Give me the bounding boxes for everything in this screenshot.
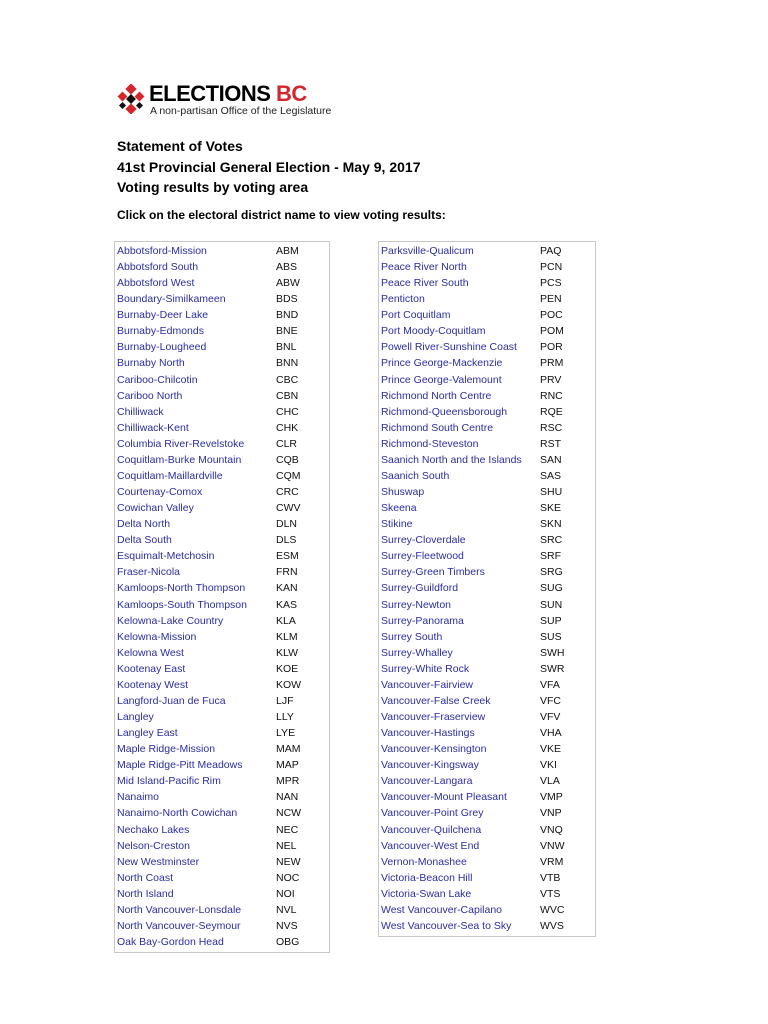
district-row bbox=[379, 902, 595, 918]
district-link[interactable]: Cowichan Valley bbox=[117, 502, 194, 515]
district-link[interactable]: Richmond North Centre bbox=[381, 389, 492, 402]
district-code: SKN bbox=[540, 518, 562, 531]
district-row bbox=[115, 854, 329, 870]
district-link[interactable]: Port Coquitlam bbox=[381, 309, 451, 322]
district-code: SRF bbox=[540, 550, 561, 563]
district-code: ABW bbox=[276, 277, 300, 290]
district-link[interactable]: Burnaby-Lougheed bbox=[117, 341, 207, 354]
district-link[interactable]: Nelson-Creston bbox=[117, 839, 190, 852]
district-code: WVS bbox=[540, 919, 564, 932]
page-title bbox=[117, 136, 420, 198]
district-code: VMP bbox=[540, 791, 563, 804]
district-code: PCS bbox=[540, 277, 562, 290]
district-row bbox=[379, 243, 595, 259]
district-link[interactable]: Chilliwack-Kent bbox=[117, 421, 189, 434]
district-code: NOC bbox=[276, 871, 300, 884]
district-link[interactable]: Vancouver-Kensington bbox=[381, 743, 487, 756]
district-code: CQB bbox=[276, 453, 299, 466]
district-row bbox=[379, 822, 595, 838]
district-link[interactable]: Penticton bbox=[381, 293, 425, 306]
district-link[interactable]: Richmond-Steveston bbox=[381, 437, 479, 450]
district-row bbox=[115, 468, 329, 484]
district-code: VKI bbox=[540, 759, 557, 772]
district-code: BND bbox=[276, 309, 299, 322]
district-row bbox=[379, 259, 595, 275]
district-code: VTS bbox=[540, 887, 561, 900]
district-code: KLW bbox=[276, 646, 298, 659]
district-link[interactable]: Skeena bbox=[381, 502, 417, 515]
district-link[interactable]: Kamloops-North Thompson bbox=[117, 582, 246, 595]
district-link[interactable]: Vancouver-Kingsway bbox=[381, 759, 479, 772]
district-link[interactable]: Surrey-Fleetwood bbox=[381, 550, 464, 563]
district-row bbox=[115, 709, 329, 725]
district-code: KOW bbox=[276, 678, 302, 691]
district-link[interactable]: Maple Ridge-Pitt Meadows bbox=[117, 759, 243, 772]
district-row bbox=[379, 468, 595, 484]
district-row bbox=[115, 773, 329, 789]
district-row bbox=[115, 693, 329, 709]
district-code: VFC bbox=[540, 694, 561, 707]
district-row bbox=[115, 532, 329, 548]
district-link[interactable]: Burnaby-Edmonds bbox=[117, 325, 204, 338]
logo-wordmark bbox=[149, 82, 307, 106]
district-code: ESM bbox=[276, 550, 299, 563]
district-row bbox=[115, 355, 329, 371]
district-link[interactable]: Kootenay West bbox=[117, 678, 189, 691]
district-link[interactable]: Surrey-Newton bbox=[381, 598, 452, 611]
district-row bbox=[379, 339, 595, 355]
district-link[interactable]: Kamloops-South Thompson bbox=[117, 598, 247, 611]
district-link[interactable]: Port Moody-Coquitlam bbox=[381, 325, 486, 338]
district-code: DLS bbox=[276, 534, 297, 547]
district-code: PRM bbox=[540, 357, 564, 370]
district-link[interactable]: Kelowna-Mission bbox=[117, 630, 197, 643]
district-link[interactable]: North Vancouver-Seymour bbox=[117, 919, 241, 932]
district-code: BNE bbox=[276, 325, 298, 338]
district-row bbox=[379, 404, 595, 420]
district-code: SRG bbox=[540, 566, 563, 579]
district-row bbox=[379, 725, 595, 741]
district-row bbox=[115, 291, 329, 307]
district-row bbox=[115, 789, 329, 805]
logo-tagline: A non-partisan Office of the Legislature bbox=[150, 105, 332, 117]
district-link[interactable]: Shuswap bbox=[381, 486, 425, 499]
district-code: SUG bbox=[540, 582, 563, 595]
district-row bbox=[115, 725, 329, 741]
title-line-2: 41st Provincial General Election - May 9, 2017 bbox=[117, 158, 421, 175]
district-link[interactable]: Burnaby-Deer Lake bbox=[117, 309, 209, 322]
district-link[interactable]: Abbotsford-Mission bbox=[117, 245, 207, 257]
district-code: CHC bbox=[276, 405, 299, 418]
district-code: VLA bbox=[540, 775, 560, 788]
elections-bc-logo bbox=[116, 82, 336, 118]
elections-bc-emblem-icon bbox=[116, 84, 146, 114]
district-code: VNP bbox=[540, 807, 562, 820]
district-row bbox=[379, 870, 595, 886]
district-row bbox=[379, 355, 595, 371]
district-link[interactable]: Courtenay-Comox bbox=[117, 486, 203, 499]
district-row bbox=[379, 291, 595, 307]
district-row bbox=[115, 500, 329, 516]
district-row bbox=[379, 918, 595, 934]
district-row bbox=[115, 661, 329, 677]
district-row bbox=[379, 420, 595, 436]
district-row bbox=[379, 323, 595, 339]
district-link[interactable]: Vancouver-Hastings bbox=[381, 727, 475, 740]
district-table-right bbox=[378, 241, 596, 937]
district-link[interactable]: Delta South bbox=[117, 534, 172, 547]
district-code: LLY bbox=[276, 711, 294, 724]
district-row bbox=[115, 741, 329, 757]
district-code: CQM bbox=[276, 469, 301, 482]
district-code: VRM bbox=[540, 855, 564, 868]
district-code: SUN bbox=[540, 598, 563, 611]
district-link[interactable]: North Vancouver-Lonsdale bbox=[117, 903, 242, 916]
district-row bbox=[379, 516, 595, 532]
district-row bbox=[379, 484, 595, 500]
district-row bbox=[115, 436, 329, 452]
district-code: RSC bbox=[540, 421, 563, 434]
district-row bbox=[115, 404, 329, 420]
district-link[interactable]: Kelowna-Lake Country bbox=[117, 614, 224, 627]
district-row bbox=[115, 886, 329, 902]
district-link[interactable]: Peace River South bbox=[381, 277, 469, 290]
district-row bbox=[379, 709, 595, 725]
district-link[interactable]: Prince George-Mackenzie bbox=[381, 357, 503, 370]
district-link[interactable]: Vancouver-Fairview bbox=[381, 678, 474, 691]
district-row bbox=[115, 870, 329, 886]
district-code: MPR bbox=[276, 775, 300, 788]
district-code: PAQ bbox=[540, 245, 562, 257]
district-code: NEC bbox=[276, 823, 299, 836]
district-link[interactable]: Burnaby North bbox=[117, 357, 185, 370]
district-row bbox=[115, 677, 329, 693]
district-code: SUS bbox=[540, 630, 562, 643]
district-link[interactable]: Richmond South Centre bbox=[381, 421, 494, 434]
district-row bbox=[379, 661, 595, 677]
instruction-text: Click on the electoral district name to view voting results: bbox=[117, 208, 446, 222]
district-row bbox=[115, 934, 329, 950]
district-row bbox=[379, 597, 595, 613]
district-link[interactable]: North Island bbox=[117, 887, 174, 900]
district-code: POC bbox=[540, 309, 563, 322]
district-row bbox=[115, 597, 329, 613]
district-code: SHU bbox=[540, 486, 563, 499]
district-code: CHK bbox=[276, 421, 299, 434]
district-link[interactable]: Vancouver-West End bbox=[381, 839, 480, 852]
district-row bbox=[379, 564, 595, 580]
district-row bbox=[115, 548, 329, 564]
district-code: CWV bbox=[276, 502, 301, 515]
logo-word-bc: BC bbox=[276, 81, 307, 106]
district-code: BNN bbox=[276, 357, 299, 370]
district-row bbox=[379, 757, 595, 773]
district-table-left bbox=[114, 241, 330, 953]
district-code: KAN bbox=[276, 582, 298, 595]
district-link[interactable]: Esquimalt-Metchosin bbox=[117, 550, 215, 563]
district-link[interactable]: Surrey South bbox=[381, 630, 443, 643]
district-code: ABS bbox=[276, 261, 298, 274]
district-link[interactable]: Surrey-Whalley bbox=[381, 646, 453, 659]
district-code: OBG bbox=[276, 936, 300, 948]
district-code: VKE bbox=[540, 743, 562, 756]
district-row bbox=[379, 436, 595, 452]
district-code: RNC bbox=[540, 389, 563, 402]
district-row bbox=[379, 693, 595, 709]
district-code: KOE bbox=[276, 662, 299, 675]
district-row bbox=[115, 516, 329, 532]
district-row bbox=[115, 339, 329, 355]
district-link[interactable]: Mid Island-Pacific Rim bbox=[117, 775, 221, 788]
district-link[interactable]: Peace River North bbox=[381, 261, 467, 274]
district-row bbox=[379, 805, 595, 821]
district-row bbox=[379, 452, 595, 468]
district-link[interactable]: Coquitlam-Burke Mountain bbox=[117, 453, 242, 466]
district-row bbox=[115, 902, 329, 918]
district-link[interactable]: Saanich North and the Islands bbox=[381, 453, 522, 466]
district-row bbox=[115, 805, 329, 821]
logo-word-elections: ELECTIONS bbox=[149, 81, 271, 106]
district-link[interactable]: Victoria-Swan Lake bbox=[381, 887, 472, 900]
district-link[interactable]: Vancouver-Mount Pleasant bbox=[381, 791, 507, 804]
district-code: NVL bbox=[276, 903, 297, 916]
district-link[interactable]: Surrey-Green Timbers bbox=[381, 566, 485, 579]
district-link[interactable]: Surrey-White Rock bbox=[381, 662, 470, 675]
district-row bbox=[379, 275, 595, 291]
district-link[interactable]: Fraser-Nicola bbox=[117, 566, 181, 579]
district-row bbox=[379, 307, 595, 323]
district-link[interactable]: Vancouver-False Creek bbox=[381, 694, 491, 707]
district-link[interactable]: Surrey-Cloverdale bbox=[381, 534, 466, 547]
district-code: ABM bbox=[276, 245, 299, 257]
district-code: DLN bbox=[276, 518, 298, 531]
district-row bbox=[379, 886, 595, 902]
district-row bbox=[379, 838, 595, 854]
district-code: VTB bbox=[540, 871, 561, 884]
district-link[interactable]: Vancouver-Point Grey bbox=[381, 807, 484, 820]
district-code: NOI bbox=[276, 887, 295, 900]
district-link[interactable]: Powell River-Sunshine Coast bbox=[381, 341, 517, 354]
district-row bbox=[379, 372, 595, 388]
district-link[interactable]: Nechako Lakes bbox=[117, 823, 190, 836]
district-link[interactable]: Vancouver-Langara bbox=[381, 775, 473, 788]
district-link[interactable]: Parksville-Qualicum bbox=[381, 245, 474, 257]
district-link[interactable]: Vancouver-Fraserview bbox=[381, 711, 486, 724]
district-link[interactable]: New Westminster bbox=[117, 855, 200, 868]
district-row bbox=[379, 548, 595, 564]
district-row bbox=[115, 580, 329, 596]
district-row bbox=[115, 918, 329, 934]
district-code: MAP bbox=[276, 759, 299, 772]
district-code: RQE bbox=[540, 405, 563, 418]
district-link[interactable]: Abbotsford South bbox=[117, 261, 199, 274]
district-link[interactable]: Cariboo-Chilcotin bbox=[117, 373, 198, 386]
district-link[interactable]: West Vancouver-Sea to Sky bbox=[381, 919, 512, 932]
district-link[interactable]: Vernon-Monashee bbox=[381, 855, 467, 868]
district-code: FRN bbox=[276, 566, 298, 579]
district-code: NEL bbox=[276, 839, 297, 852]
district-code: MAM bbox=[276, 743, 301, 756]
district-row bbox=[379, 629, 595, 645]
district-link[interactable]: Coquitlam-Maillardville bbox=[117, 469, 223, 482]
district-code: CLR bbox=[276, 437, 298, 450]
district-row bbox=[115, 452, 329, 468]
district-link[interactable]: Chilliwack bbox=[117, 405, 164, 418]
district-link[interactable]: Boundary-Similkameen bbox=[117, 293, 226, 306]
district-row bbox=[379, 854, 595, 870]
district-code: LYE bbox=[276, 727, 296, 740]
district-code: VHA bbox=[540, 727, 562, 740]
district-row bbox=[115, 629, 329, 645]
district-link[interactable]: Stikine bbox=[381, 518, 413, 531]
district-link[interactable]: Nanaimo bbox=[117, 791, 160, 804]
district-code: KLA bbox=[276, 614, 296, 627]
district-code: CRC bbox=[276, 486, 299, 499]
district-row bbox=[379, 613, 595, 629]
district-code: POM bbox=[540, 325, 564, 338]
district-link[interactable]: Kelowna West bbox=[117, 646, 184, 659]
district-code: RST bbox=[540, 437, 561, 450]
district-row bbox=[115, 388, 329, 404]
district-row bbox=[379, 580, 595, 596]
district-row bbox=[115, 613, 329, 629]
district-code: SRC bbox=[540, 534, 563, 547]
district-link[interactable]: Vancouver-Quilchena bbox=[381, 823, 482, 836]
district-row bbox=[379, 645, 595, 661]
district-code: VNW bbox=[540, 839, 565, 852]
district-row bbox=[379, 677, 595, 693]
district-link[interactable]: Kootenay East bbox=[117, 662, 186, 675]
district-link[interactable]: Langley bbox=[117, 711, 154, 724]
district-code: SAS bbox=[540, 469, 562, 482]
district-row bbox=[115, 484, 329, 500]
district-row bbox=[379, 500, 595, 516]
district-link[interactable]: Columbia River-Revelstoke bbox=[117, 437, 245, 450]
district-code: SAN bbox=[540, 453, 562, 466]
district-row bbox=[379, 789, 595, 805]
district-code: SWR bbox=[540, 662, 565, 675]
district-link[interactable]: Langford-Juan de Fuca bbox=[117, 694, 226, 707]
district-link[interactable]: Surrey-Guildford bbox=[381, 582, 459, 595]
district-code: BDS bbox=[276, 293, 298, 306]
district-row bbox=[115, 645, 329, 661]
district-link[interactable]: Cariboo North bbox=[117, 389, 183, 402]
district-code: CBC bbox=[276, 373, 299, 386]
district-code: SWH bbox=[540, 646, 565, 659]
district-link[interactable]: Saanich South bbox=[381, 469, 450, 482]
district-code: NCW bbox=[276, 807, 302, 820]
district-code: VNQ bbox=[540, 823, 563, 836]
district-link[interactable]: Maple Ridge-Mission bbox=[117, 743, 216, 756]
district-code: SKE bbox=[540, 502, 562, 515]
district-code: NAN bbox=[276, 791, 299, 804]
district-code: KAS bbox=[276, 598, 298, 611]
district-row bbox=[115, 372, 329, 388]
district-row bbox=[115, 757, 329, 773]
district-link[interactable]: Oak Bay-Gordon Head bbox=[117, 936, 224, 948]
district-row bbox=[379, 773, 595, 789]
district-row bbox=[379, 741, 595, 757]
district-link[interactable]: Langley East bbox=[117, 727, 178, 740]
district-code: VFA bbox=[540, 678, 560, 691]
district-row bbox=[115, 564, 329, 580]
district-row bbox=[115, 822, 329, 838]
district-row bbox=[379, 388, 595, 404]
district-row bbox=[115, 838, 329, 854]
district-code: LJF bbox=[276, 694, 294, 707]
district-code: KLM bbox=[276, 630, 298, 643]
district-link[interactable]: Victoria-Beacon Hill bbox=[381, 871, 473, 884]
district-link[interactable]: Delta North bbox=[117, 518, 171, 531]
district-code: PCN bbox=[540, 261, 563, 274]
district-code: POR bbox=[540, 341, 563, 354]
district-row bbox=[115, 259, 329, 275]
title-line-1: Statement of Votes bbox=[117, 138, 243, 154]
district-link[interactable]: Nanaimo-North Cowichan bbox=[117, 807, 238, 820]
district-row bbox=[379, 532, 595, 548]
district-code: SUP bbox=[540, 614, 562, 627]
district-code: BNL bbox=[276, 341, 297, 354]
district-code: VFV bbox=[540, 711, 561, 724]
district-code: NEW bbox=[276, 855, 301, 868]
district-row bbox=[115, 420, 329, 436]
district-link[interactable]: Richmond-Queensborough bbox=[381, 405, 508, 418]
title-line-3: Voting results by voting area bbox=[117, 179, 309, 195]
district-code: NVS bbox=[276, 919, 298, 932]
district-code: CBN bbox=[276, 389, 299, 402]
district-link[interactable]: Prince George-Valemount bbox=[381, 373, 502, 386]
district-row bbox=[115, 323, 329, 339]
district-row bbox=[115, 243, 329, 259]
district-code: WVC bbox=[540, 903, 565, 916]
district-code: PEN bbox=[540, 293, 562, 306]
district-code: PRV bbox=[540, 373, 562, 386]
district-row bbox=[115, 275, 329, 291]
district-link[interactable]: Surrey-Panorama bbox=[381, 614, 464, 627]
district-link[interactable]: West Vancouver-Capilano bbox=[381, 903, 503, 916]
district-row bbox=[115, 307, 329, 323]
district-link[interactable]: Abbotsford West bbox=[117, 277, 195, 290]
district-link[interactable]: North Coast bbox=[117, 871, 174, 884]
